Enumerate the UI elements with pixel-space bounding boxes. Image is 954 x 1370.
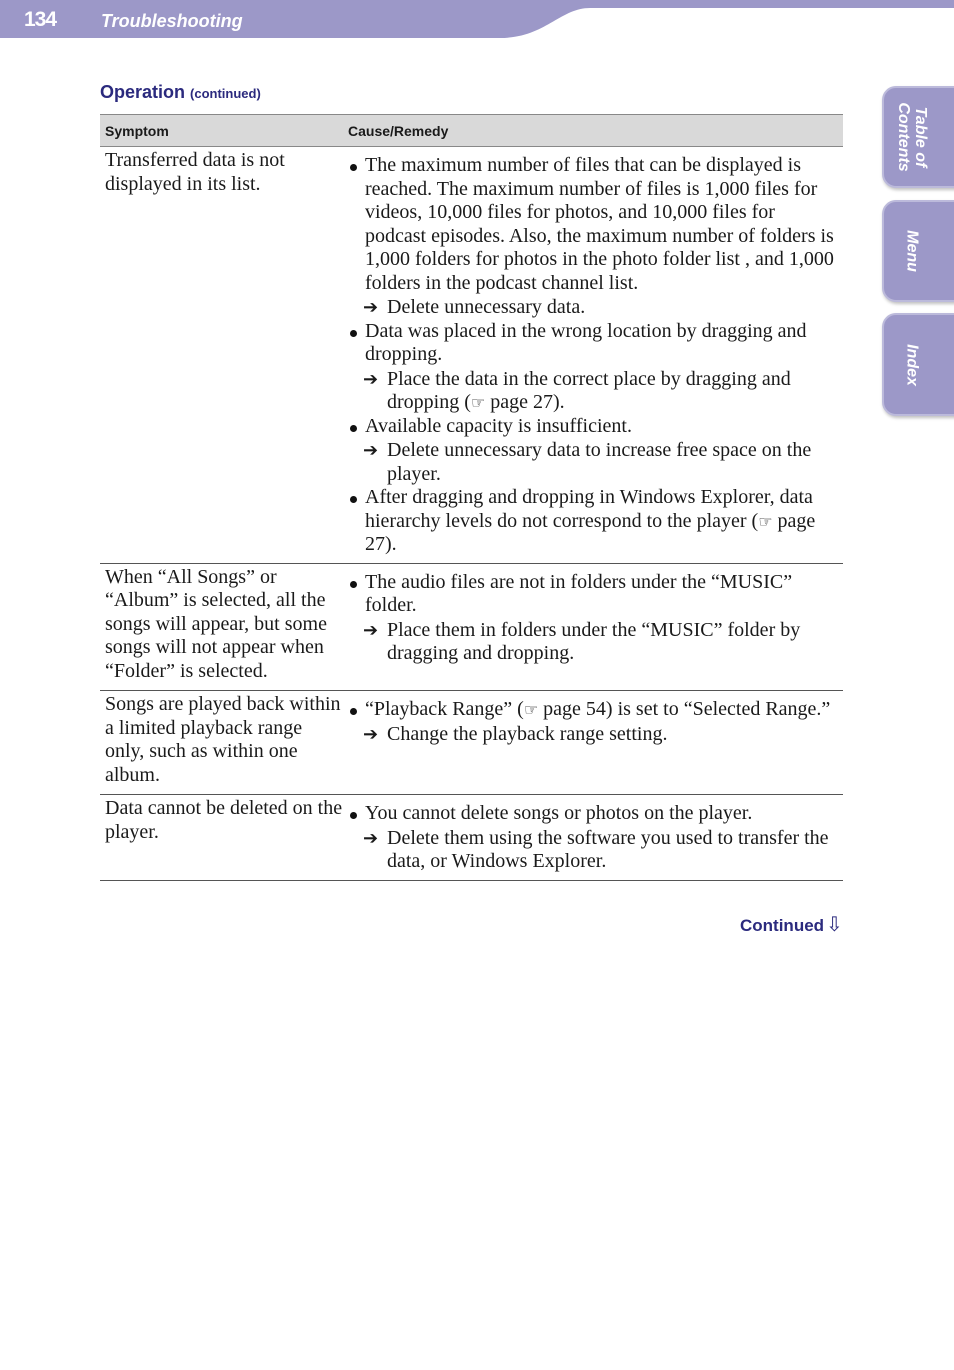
remedy-item xyxy=(348,439,838,486)
column-header-symptom: Symptom xyxy=(100,115,343,147)
cause-cell xyxy=(343,795,843,881)
symptom-cell: When “All Songs” or “Album” is selected, all the songs will appear, but some songs will not appear when “Folder” is selected. xyxy=(100,563,343,691)
header-band xyxy=(0,0,954,40)
tab-menu[interactable] xyxy=(882,200,954,302)
table-header-row xyxy=(100,115,843,147)
remedy-text: Change the playback range setting. xyxy=(387,722,668,745)
symptom-cell: Data cannot be deleted on the player. xyxy=(100,795,343,881)
right-arrow-icon: ➔ xyxy=(363,619,379,640)
column-header-cause: Cause/Remedy xyxy=(343,115,843,147)
remedy-text: Delete them using the software you used to transfer the data, or Windows Explorer. xyxy=(387,826,829,872)
cause-item: Available capacity is insufficient. xyxy=(348,415,838,439)
cause-cell xyxy=(343,147,843,564)
right-arrow-icon: ➔ xyxy=(363,723,379,744)
page-number: 134 xyxy=(24,8,57,31)
cause-cell xyxy=(343,691,843,795)
right-arrow-icon: ➔ xyxy=(363,368,379,389)
tab-toc-label: Table of Contents xyxy=(895,102,929,172)
table-row xyxy=(100,795,843,881)
page-reference-link[interactable]: page 54) is set to “Selected Range.” xyxy=(543,698,831,720)
remedy-text: Place the data in the correct place by dragging and dropping ( xyxy=(387,367,791,413)
remedy-text: Delete unnecessary data to increase free space on the player. xyxy=(387,439,812,485)
tab-menu-label: Menu xyxy=(903,230,921,272)
remedy-item xyxy=(348,619,838,666)
page-reference-link[interactable]: page 27). xyxy=(365,509,816,555)
remedy-text: Place them in folders under the “MUSIC” folder by dragging and dropping. xyxy=(387,618,801,664)
pointing-hand-icon: ☞ xyxy=(523,700,539,719)
cause-cell xyxy=(343,563,843,691)
tab-index[interactable] xyxy=(882,313,954,416)
continued-label: Continued xyxy=(740,916,825,935)
remedy-text: Delete unnecessary data. xyxy=(387,296,586,318)
symptom-cell: Transferred data is not displayed in its list. xyxy=(100,147,343,564)
right-arrow-icon: ➔ xyxy=(363,827,379,848)
symptom-cell: Songs are played back within a limited playback range only, such as within one album. xyxy=(100,691,343,795)
pointing-hand-icon: ☞ xyxy=(758,511,773,531)
right-arrow-icon: ➔ xyxy=(363,297,379,317)
cause-text: “Playback Range” ( xyxy=(365,698,524,720)
cause-item: The audio files are not in folders under the “MUSIC” folder. xyxy=(348,571,838,618)
remedy-item xyxy=(348,723,838,747)
tab-index-label: Index xyxy=(903,343,921,386)
down-arrow-icon: ⇩ xyxy=(826,914,843,936)
tab-table-of-contents[interactable] xyxy=(882,86,954,188)
pointing-hand-icon: ☞ xyxy=(470,393,486,412)
page-reference-link[interactable]: page 27). xyxy=(490,391,565,413)
continued-link[interactable] xyxy=(740,912,843,937)
header-title: Troubleshooting xyxy=(101,11,243,31)
section-continued: (continued) xyxy=(190,86,261,101)
cause-item: The maximum number of files that can be displayed is reached. The maximum number of files is 1,000 files for videos, 10,000 files for photos, and 10,000 files for podcast episodes. Also, the maximum number of folders is 1,000 folders for photos in the photo folder list , and 1,000 folders in the podcast channel list. xyxy=(348,154,838,295)
table-row xyxy=(100,691,843,795)
remedy-item xyxy=(348,368,838,415)
cause-text: After dragging and dropping in Windows Explorer, data hierarchy levels do not correspond to the player ( xyxy=(365,486,813,532)
remedy-item xyxy=(348,296,838,320)
right-arrow-icon: ➔ xyxy=(363,440,379,460)
table-row xyxy=(100,147,843,564)
cause-item xyxy=(348,698,838,722)
section-title-text: Operation xyxy=(100,82,186,102)
cause-item: Data was placed in the wrong location by dragging and dropping. xyxy=(348,320,838,367)
cause-item xyxy=(348,486,838,557)
troubleshooting-table xyxy=(100,114,843,881)
remedy-item xyxy=(348,827,838,874)
table-row xyxy=(100,563,843,691)
section-title xyxy=(100,82,261,103)
cause-item: You cannot delete songs or photos on the player. xyxy=(348,802,838,826)
